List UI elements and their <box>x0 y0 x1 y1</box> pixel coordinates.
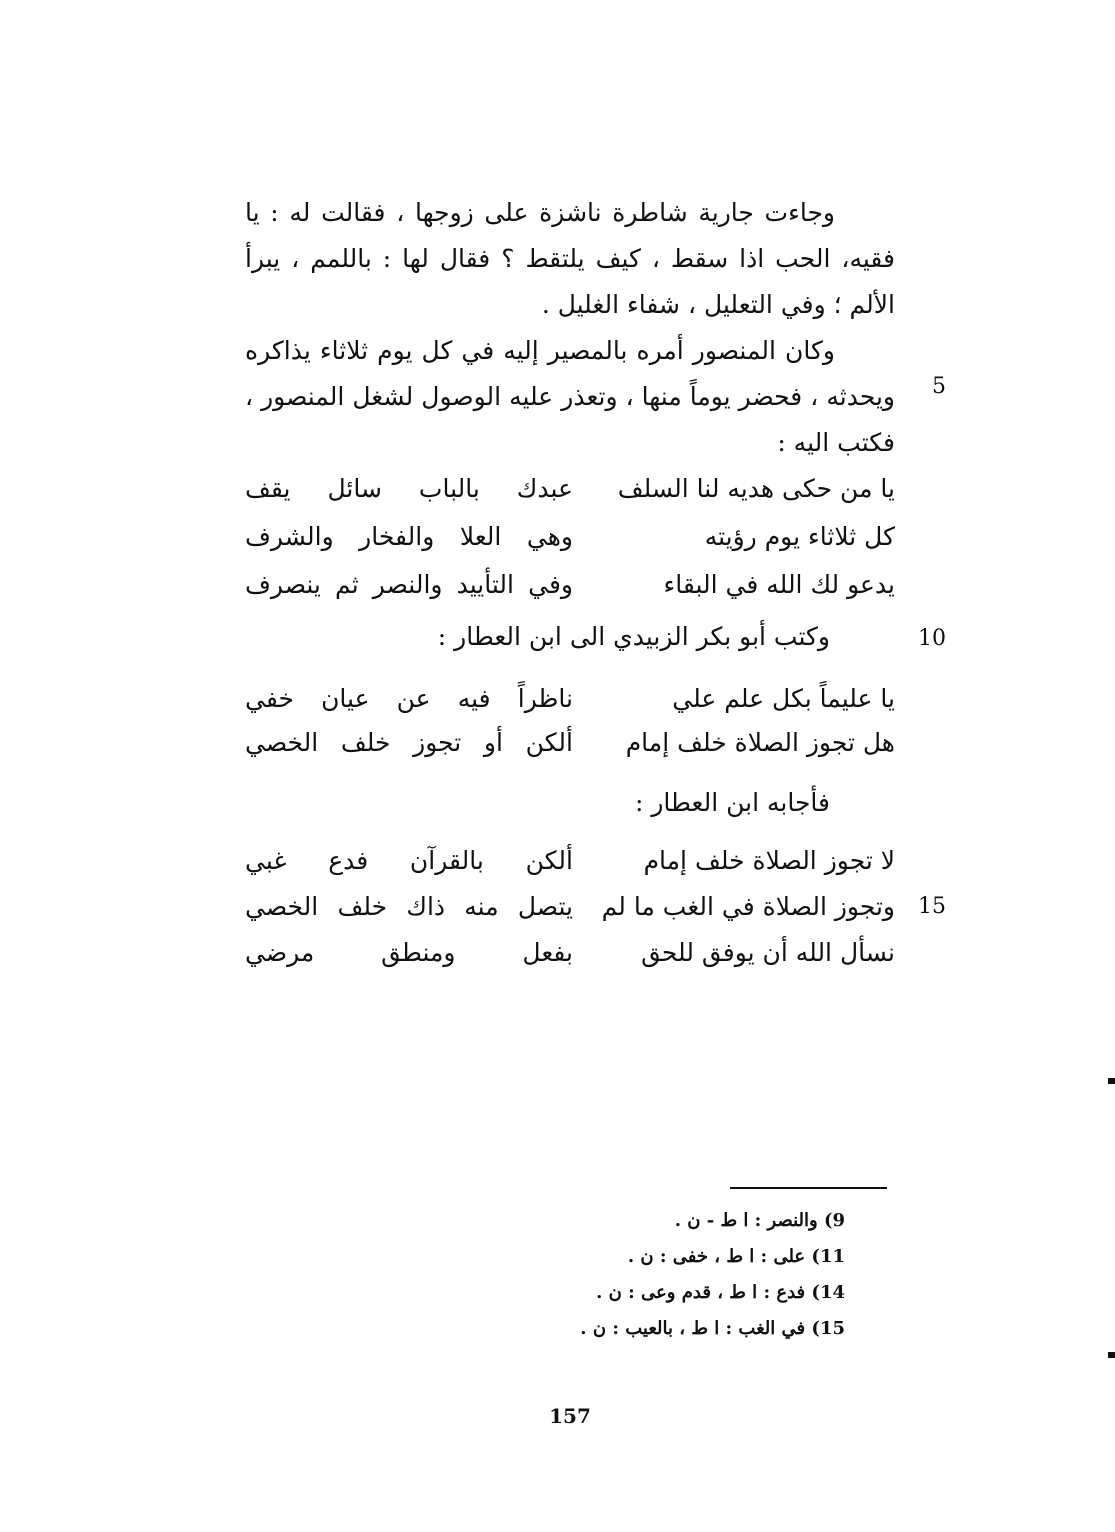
paragraph-2 <box>245 328 895 466</box>
hemistich-first: وتجوز الصلاة في الغب ما لم <box>601 892 895 921</box>
footnote-14: 14) فدع : ا ط ، قدم وعى : ن . <box>596 1282 845 1303</box>
hemistich-first: يدعو لك الله في البقاء <box>663 570 895 599</box>
hemistich-first: نسأل الله أن يوفق للحق <box>641 938 895 967</box>
paragraph-1 <box>245 190 895 328</box>
hemistich-second: وهي العلا والفخار والشرف <box>245 522 573 551</box>
intro-zubaydi: وكتب أبو بكر الزبيدي الى ابن العطار : <box>437 622 830 651</box>
poem3-verse-2 <box>245 884 895 930</box>
footnote-9: 9) والنصر : ا ط - ن . <box>674 1210 845 1231</box>
hemistich-first: كل ثلاثاء يوم رؤيته <box>704 522 895 551</box>
footnote-rule <box>730 1187 887 1189</box>
page-number: 157 <box>549 1404 591 1428</box>
hemistich-first: هل تجوز الصلاة خلف إمام <box>625 728 895 757</box>
poem3-verse-1 <box>245 838 895 884</box>
poem2-verse-1 <box>245 676 895 722</box>
hemistich-first: لا تجوز الصلاة خلف إمام <box>643 846 895 875</box>
hemistich-first: يا عليماً بكل علم علي <box>672 684 895 713</box>
line-number-15: 15 <box>918 894 946 919</box>
paragraph-2-text: وكان المنصور أمره بالمصير إليه في كل يوم ثلاثاء يذاكره ويحدثه ، فحضر يوماً منها ، وتعذر عليه الوصول لشغل المنصور ، فكتب اليه : <box>245 336 895 457</box>
poem3-verse-3 <box>245 930 895 976</box>
hemistich-second: ألكن بالقرآن فدع غبي <box>245 846 573 875</box>
poem1-verse-2 <box>245 514 895 560</box>
line-number-10: 10 <box>918 626 946 651</box>
hemistich-second: بفعل ومنطق مرضي <box>245 938 573 967</box>
paragraph-1-text: وجاءت جارية شاطرة ناشزة على زوجها ، فقالت له : يا فقيه، الحب اذا سقط ، كيف يلتقط ؟ فقال لها : باللمم ، يبرأ الألم ؛ وفي التعليل ، شفاء الغليل . <box>245 198 895 319</box>
hemistich-second: يتصل منه ذاك خلف الخصي <box>245 892 573 921</box>
hemistich-second: وفي التأييد والنصر ثم ينصرف <box>245 570 573 599</box>
hemistich-first: يا من حكى هديه لنا السلف <box>617 474 895 503</box>
footnote-15: 15) في الغب : ا ط ، بالعيب : ن . <box>580 1318 845 1339</box>
poem1-verse-1 <box>245 466 895 512</box>
hemistich-second: ناظراً فيه عن عيان خفي <box>245 684 573 713</box>
hemistich-second: ألكن أو تجوز خلف الخصي <box>245 728 573 757</box>
footnote-11: 11) على : ا ط ، خفى : ن . <box>627 1246 845 1267</box>
hemistich-second: عبدك بالباب سائل يقف <box>245 474 573 503</box>
poem2-verse-2 <box>245 720 895 766</box>
intro-ibn-al-attar: فأجابه ابن العطار : <box>634 788 830 817</box>
scan-edge-mark <box>1108 1078 1115 1084</box>
line-number-5: 5 <box>932 374 946 399</box>
scan-edge-mark <box>1108 1352 1115 1358</box>
poem1-verse-3 <box>245 562 895 608</box>
